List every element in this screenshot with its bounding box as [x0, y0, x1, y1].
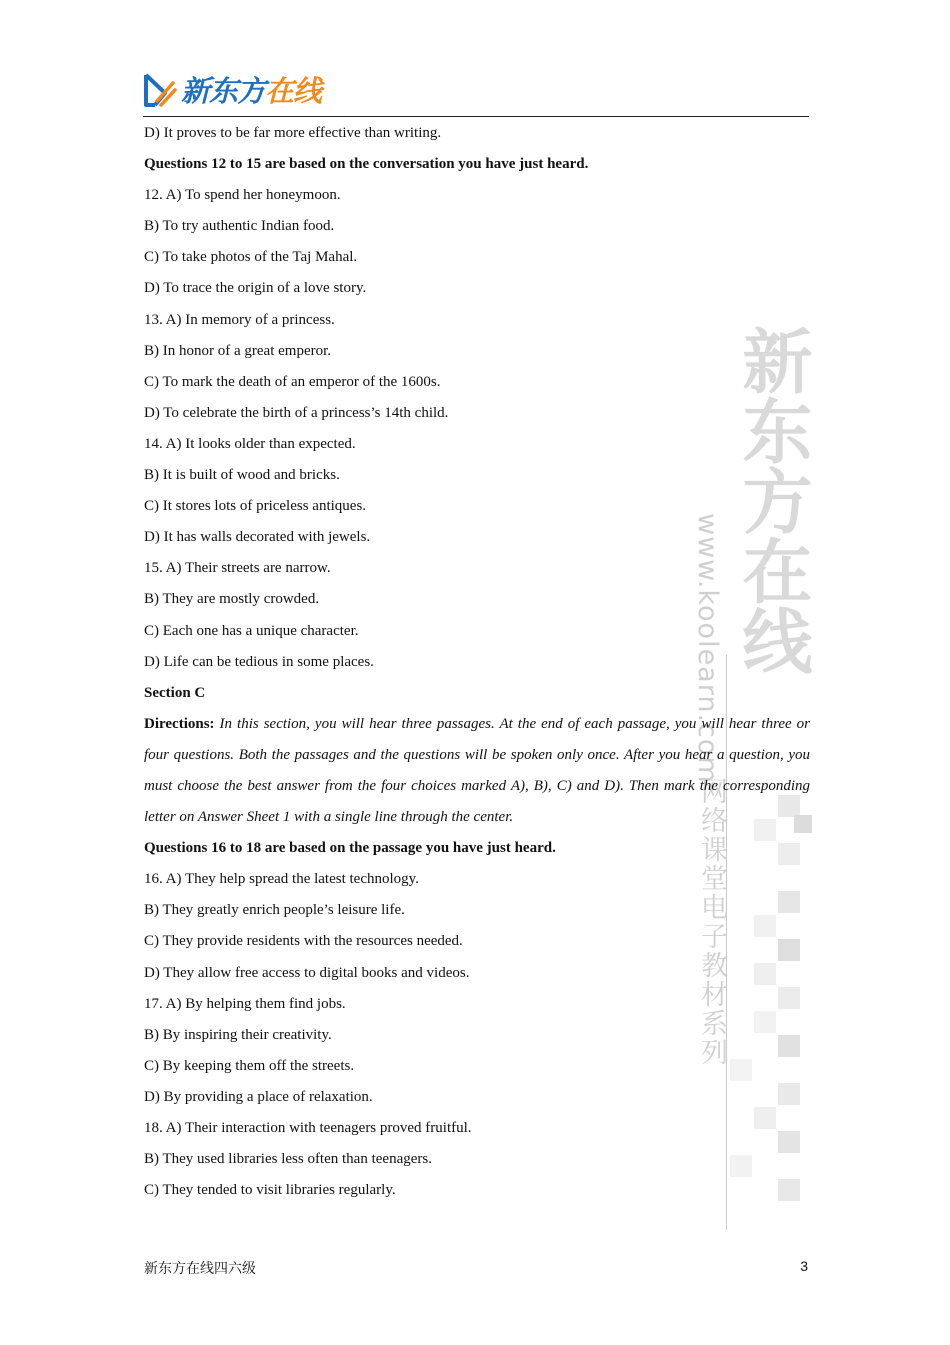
- page-header: [143, 64, 809, 118]
- directions-label: Directions:: [144, 715, 215, 732]
- answer-option: 14. A) It looks older than expected.: [144, 435, 356, 452]
- answer-option: B) To try authentic Indian food.: [144, 218, 335, 235]
- watermark-brand: 新东方在线: [731, 325, 814, 675]
- answer-option: B) They are mostly crowded.: [144, 591, 320, 608]
- directions-text: In this section, you will hear three passages. At the end of each passage, you will hear three or four questions. Both the passages and the questions will be spoken only once. After you hear a question, you must choose the best answer from the four choices marked A), B), C) and D). Then mark the corresponding letter on Answer Sheet 1 with a single line through the center.: [144, 715, 811, 826]
- brand-logo: [143, 66, 321, 116]
- answer-option: D) They allow free access to digital books and videos.: [144, 964, 470, 981]
- question-block-bottom: [144, 833, 810, 1206]
- document-body: [144, 118, 814, 1206]
- answer-option: 15. A) Their streets are narrow.: [144, 560, 331, 577]
- answer-option: B) They used libraries less often than teenagers.: [144, 1151, 432, 1168]
- footer-title: 新东方在线四六级: [144, 1261, 256, 1277]
- section-heading: Section C: [144, 684, 206, 701]
- page-footer: [144, 1258, 808, 1278]
- answer-option: D) Life can be tedious in some places.: [144, 653, 374, 670]
- answer-option: 12. A) To spend her honeymoon.: [144, 187, 341, 204]
- logo-text-orange: 在线: [265, 73, 322, 108]
- answer-option: D) To celebrate the birth of a princess’s 14th child.: [144, 404, 449, 421]
- page-number: 3: [800, 1258, 808, 1274]
- logo-text-blue: 新东方: [181, 73, 266, 108]
- answer-option: C) They provide residents with the resources needed.: [144, 933, 463, 950]
- section-heading: Questions 12 to 15 are based on the conversation you have just heard.: [144, 156, 589, 173]
- watermark-url: www.koolearn.com: [692, 513, 723, 784]
- question-block-top: [144, 118, 814, 709]
- answer-option: C) To take photos of the Taj Mahal.: [144, 249, 358, 266]
- answer-option: C) Each one has a unique character.: [144, 622, 359, 639]
- answer-option: D) It proves to be far more effective than writing.: [144, 125, 442, 141]
- directions-paragraph: [144, 709, 810, 833]
- answer-option: D) By providing a place of relaxation.: [144, 1088, 373, 1105]
- answer-option: B) By inspiring their creativity.: [144, 1026, 332, 1043]
- watermark-series: 网络课堂电子教材系列: [696, 777, 727, 1067]
- answer-option: B) They greatly enrich people’s leisure life.: [144, 902, 405, 919]
- answer-option: D) To trace the origin of a love story.: [144, 280, 367, 297]
- answer-option: C) By keeping them off the streets.: [144, 1057, 355, 1074]
- logo-text: [181, 73, 322, 108]
- answer-option: B) It is built of wood and bricks.: [144, 467, 340, 484]
- answer-option: B) In honor of a great emperor.: [144, 342, 332, 359]
- answer-option: 17. A) By helping them find jobs.: [144, 995, 346, 1012]
- answer-option: C) To mark the death of an emperor of the 1600s.: [144, 373, 441, 390]
- answer-option: C) They tended to visit libraries regularly.: [144, 1182, 396, 1199]
- answer-option: 13. A) In memory of a princess.: [144, 311, 335, 328]
- answer-option: 18. A) Their interaction with teenagers proved fruitful.: [144, 1120, 472, 1136]
- answer-option: C) It stores lots of priceless antiques.: [144, 498, 367, 515]
- answer-option: D) It has walls decorated with jewels.: [144, 529, 371, 546]
- section-heading: Questions 16 to 18 are based on the passage you have just heard.: [144, 840, 556, 857]
- logo-mark-icon: [143, 71, 177, 111]
- answer-option: 16. A) They help spread the latest technology.: [144, 871, 419, 888]
- header-rule: [143, 116, 809, 117]
